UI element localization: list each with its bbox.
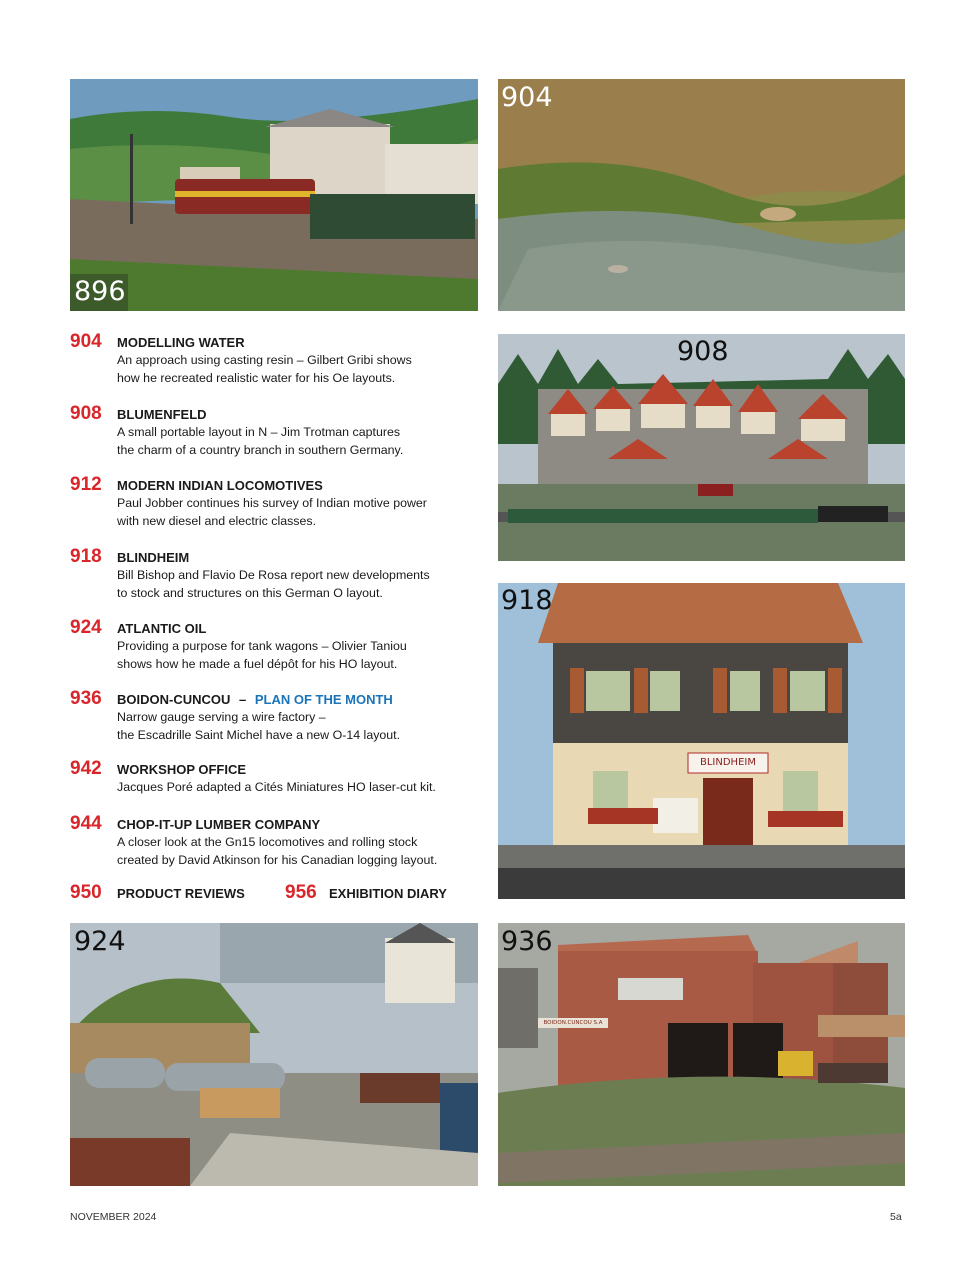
contents-entry-936[interactable] (70, 688, 482, 742)
contents-entry-950[interactable] (70, 883, 275, 905)
entry-title: MODELLING WATER (117, 335, 245, 350)
entry-page-number: 908 (70, 403, 102, 424)
entry-description-line: the Escadrille Saint Michel have a new O-14 layout. (117, 727, 401, 742)
entry-page-number: 912 (70, 474, 102, 495)
photo-918-image (498, 583, 905, 899)
photo-904 (498, 79, 905, 311)
photo-896-image (70, 79, 478, 311)
entry-description-line: with new diesel and electric classes. (117, 513, 317, 528)
photo-908 (498, 334, 905, 561)
photo-904-image (498, 79, 905, 311)
entry-page-number: 918 (70, 546, 102, 567)
contents-entry-942[interactable] (70, 759, 482, 793)
entry-description (117, 834, 489, 869)
entry-description-line: Paul Jobber continues his survey of Indian motive power (117, 496, 427, 510)
entry-description-line: Providing a purpose for tank wagons – Olivier Taniou (117, 639, 407, 653)
photo-918 (498, 583, 905, 899)
entry-title: MODERN INDIAN LOCOMOTIVES (117, 478, 323, 493)
entry-description-line: created by David Atkinson for his Canadian logging layout. (117, 852, 438, 867)
entry-page-number: 944 (70, 813, 102, 834)
entry-description (117, 567, 489, 602)
entry-description-line: Narrow gauge serving a wire factory – (117, 710, 326, 724)
entry-description-line: A small portable layout in N – Jim Trotman captures (117, 425, 401, 439)
photo-936 (498, 923, 905, 1186)
photo-904-number: 904 (501, 82, 553, 113)
photo-918-sign: BLINDHEIM (700, 757, 756, 768)
entry-page-number: 904 (70, 331, 102, 352)
entry-description (117, 779, 489, 797)
photo-896 (70, 79, 478, 311)
photo-908-number: 908 (677, 336, 729, 367)
contents-entry-956[interactable] (285, 883, 485, 905)
entry-description-line: Bill Bishop and Flavio De Rosa report new developments (117, 568, 430, 582)
entry-page-number: 950 (70, 882, 102, 903)
entry-description-line: Jacques Poré adapted a Cités Miniatures HO laser-cut kit. (117, 780, 436, 794)
entry-description (117, 495, 489, 530)
entry-title: ATLANTIC OIL (117, 621, 207, 636)
photo-936-sign: BOIDON.CUNCOU S.A (538, 1018, 608, 1028)
photo-918-number: 918 (501, 585, 553, 616)
entry-page-number: 956 (285, 882, 317, 903)
entry-title-separator: – (239, 692, 247, 707)
contents-entry-912[interactable] (70, 474, 482, 528)
contents-entry-924[interactable] (70, 617, 482, 671)
photo-908-image (498, 334, 905, 561)
photo-936-image (498, 923, 905, 1186)
photo-936-number: 936 (501, 926, 553, 957)
plan-of-the-month-tag: PLAN OF THE MONTH (254, 692, 393, 707)
entry-description (117, 709, 489, 744)
page-number: 5a (890, 1211, 902, 1223)
photo-924-image (70, 923, 478, 1186)
entry-title: PRODUCT REVIEWS (117, 886, 245, 901)
entry-description (117, 638, 489, 673)
entry-page-number: 936 (70, 688, 102, 709)
entry-title: WORKSHOP OFFICE (117, 762, 247, 777)
entry-page-number: 942 (70, 758, 102, 779)
issue-date: NOVEMBER 2024 (70, 1211, 157, 1223)
entry-title-row (117, 692, 393, 708)
entry-description-line: shows how he made a fuel dépôt for his HO layout. (117, 656, 398, 671)
photo-896-number: 896 (74, 276, 126, 307)
entry-description-line: to stock and structures on this German O layout. (117, 585, 383, 600)
entry-description-line: An approach using casting resin – Gilbert Gribi shows (117, 353, 412, 367)
photo-924-number: 924 (74, 926, 126, 957)
contents-entry-944[interactable] (70, 813, 482, 867)
entry-description-line: A closer look at the Gn15 locomotives and rolling stock (117, 835, 418, 849)
entry-description-line: the charm of a country branch in southern Germany. (117, 442, 404, 457)
entry-description (117, 352, 489, 387)
entry-page-number: 924 (70, 617, 102, 638)
entry-title: BOIDON-CUNCOU (117, 692, 231, 707)
entry-title: BLINDHEIM (117, 550, 190, 565)
contents-entry-918[interactable] (70, 546, 482, 600)
contents-entry-908[interactable] (70, 403, 482, 457)
entry-title: CHOP-IT-UP LUMBER COMPANY (117, 817, 321, 832)
entry-description (117, 424, 489, 459)
contents-entry-904[interactable] (70, 331, 482, 385)
entry-description-line: how he recreated realistic water for his Oe layouts. (117, 370, 396, 385)
entry-title: BLUMENFELD (117, 407, 207, 422)
entry-title: EXHIBITION DIARY (329, 886, 447, 901)
photo-924 (70, 923, 478, 1186)
